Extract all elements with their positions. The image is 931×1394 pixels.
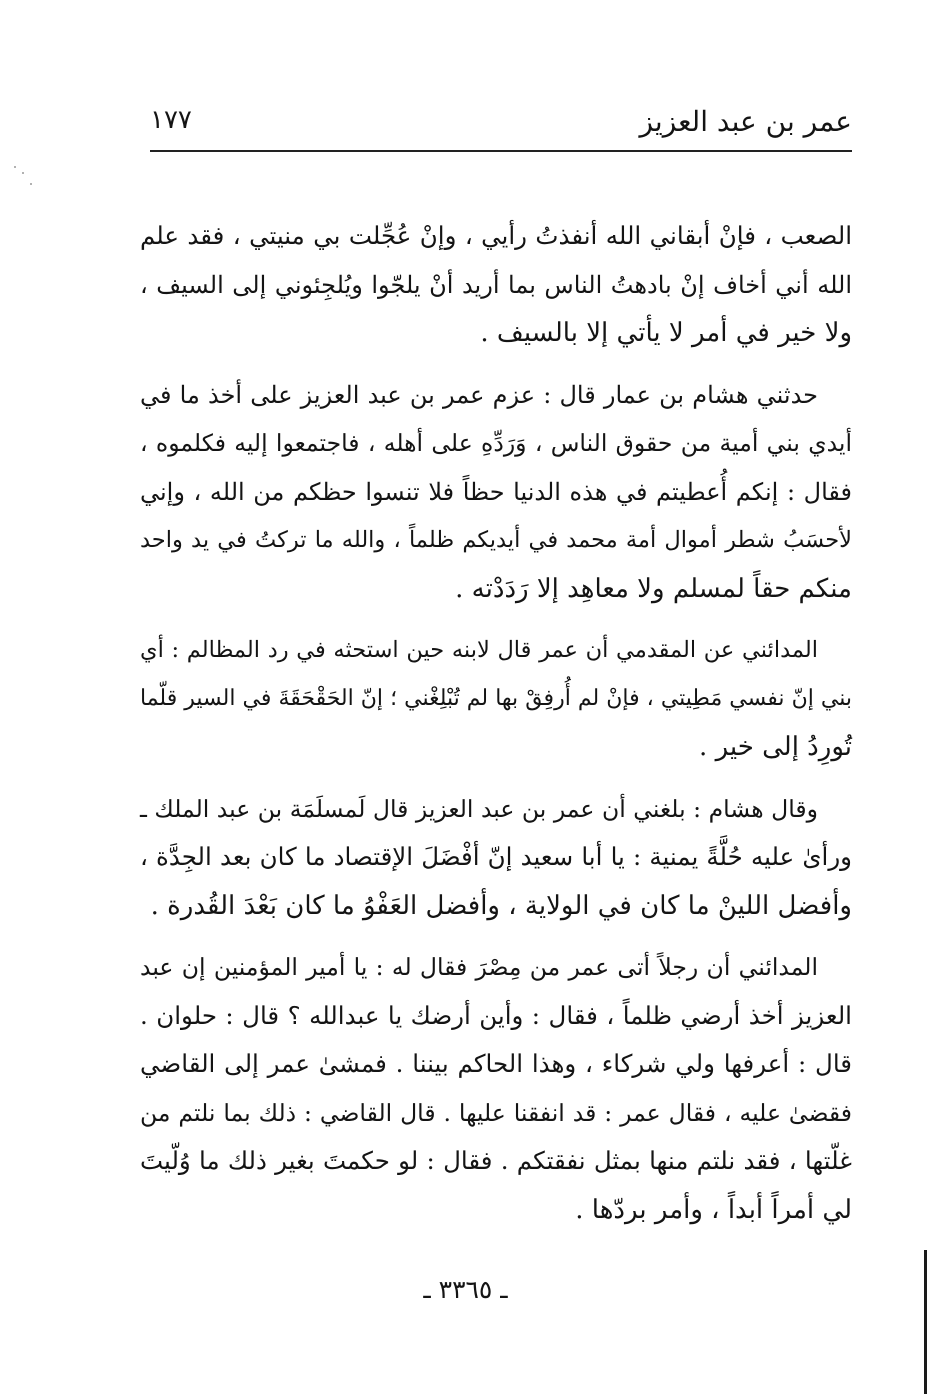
scan-speck <box>30 183 32 185</box>
text-line: غلّتها ، فقد نلتم منها بمثل نفقتكم . فقال : لو حكمتَ بغير ذلك ما وُلّيتَ <box>140 1146 852 1175</box>
header-rule <box>150 150 852 152</box>
paragraph-2 <box>140 371 852 614</box>
text-line: الله أني أخاف إنْ بادهتُ الناس بما أريد أنْ يلجّوا ويُلجِئوني إلى السيف ، <box>140 270 852 299</box>
body-text <box>140 212 852 1247</box>
text-line: وأفضل اللينْ ما كان في الولاية ، وأفضل العَفْوُ ما كان بَعْدَ القُدرة . <box>150 890 852 921</box>
paragraph-4 <box>140 785 852 931</box>
folio-number: ـ ٣٣٦٥ ـ <box>423 1275 508 1304</box>
text-line: الصعب ، فإنْ أبقاني الله أنفذتُ رأيي ، وإنْ عُجِّلت بي منيتي ، فقد علم <box>140 221 852 250</box>
text-line: منكم حقاً لمسلم ولا معاهِد إلا رَدَدْته . <box>455 573 852 604</box>
text-line: بني إنّ نفسي مَطِيتي ، فإنْ لم أُرفِقْ بها لم تُبْلِغْني ؛ إنّ الحَقْحَقَةَ في السير قلّما <box>140 685 852 711</box>
text-line: العزيز أخذ أرضي ظلماً ، فقال : وأين أرضك يا عبدالله ؟ قال : حلوان . <box>140 1000 852 1030</box>
paragraph-1 <box>140 212 852 358</box>
text-line: ورأىٰ عليه حُلَّةً يمنية : يا أبا سعيد إنّ أفْضَلَ الإقتصاد ما كان بعد الجِدَّة ، <box>140 842 852 871</box>
text-line: وقال هشام : بلغني أن عمر بن عبد العزيز قال لَمسلَمَة بن عبد الملك ـ <box>140 794 818 823</box>
text-line: فقضىٰ عليه ، فقال عمر : قد انفقنا عليها . قال القاضي : ذلك بما نلتم من <box>140 1098 852 1127</box>
text-line: المدائني أن رجلاً أتى عمر من مِصْرَ فقال له : يا أمير المؤمنين إن عبد <box>140 953 818 981</box>
text-line: تُورِدُ إلى خير . <box>699 732 852 762</box>
paragraph-5 <box>140 943 852 1234</box>
text-line: لي أمراً أبداً ، وأمر بردّها . <box>575 1194 852 1225</box>
text-line: أيدي بني أمية من حقوق الناس ، وَرَدِّهِ على أهله ، فاجتمعوا إليه فكلموه ، <box>140 429 852 457</box>
binding-edge-shadow <box>924 1250 927 1394</box>
scan-speck <box>22 172 24 174</box>
text-line: المدائني عن المقدمي أن عمر قال لابنه حين استحثه في رد المظالم : أي <box>140 637 818 663</box>
running-head <box>148 100 852 150</box>
running-title: عمر بن عبد العزيز <box>639 105 852 138</box>
page-number: ١٧٧ <box>150 105 192 135</box>
text-line: قال : أعرفها ولي شركاء ، وهذا الحاكم بيننا . فمشىٰ عمر إلى القاضي <box>140 1049 852 1078</box>
text-line: حدثني هشام بن عمار قال : عزم عمر بن عبد العزيز على أخذ ما في <box>140 380 818 409</box>
text-line: فقال : إنكم أُعطيتم في هذه الدنيا حظاً فلا تنسوا حظكم من الله ، وإني <box>140 477 852 506</box>
paragraph-3 <box>140 626 852 772</box>
scan-speck <box>14 166 16 168</box>
text-line: لأحسَبُ شطر أموال أمة محمد في أيديكم ظلماً ، والله ما تركتُ في يد واحد <box>140 527 852 553</box>
text-line: ولا خير في أمر لا يأتي إلا بالسيف . <box>480 318 852 348</box>
